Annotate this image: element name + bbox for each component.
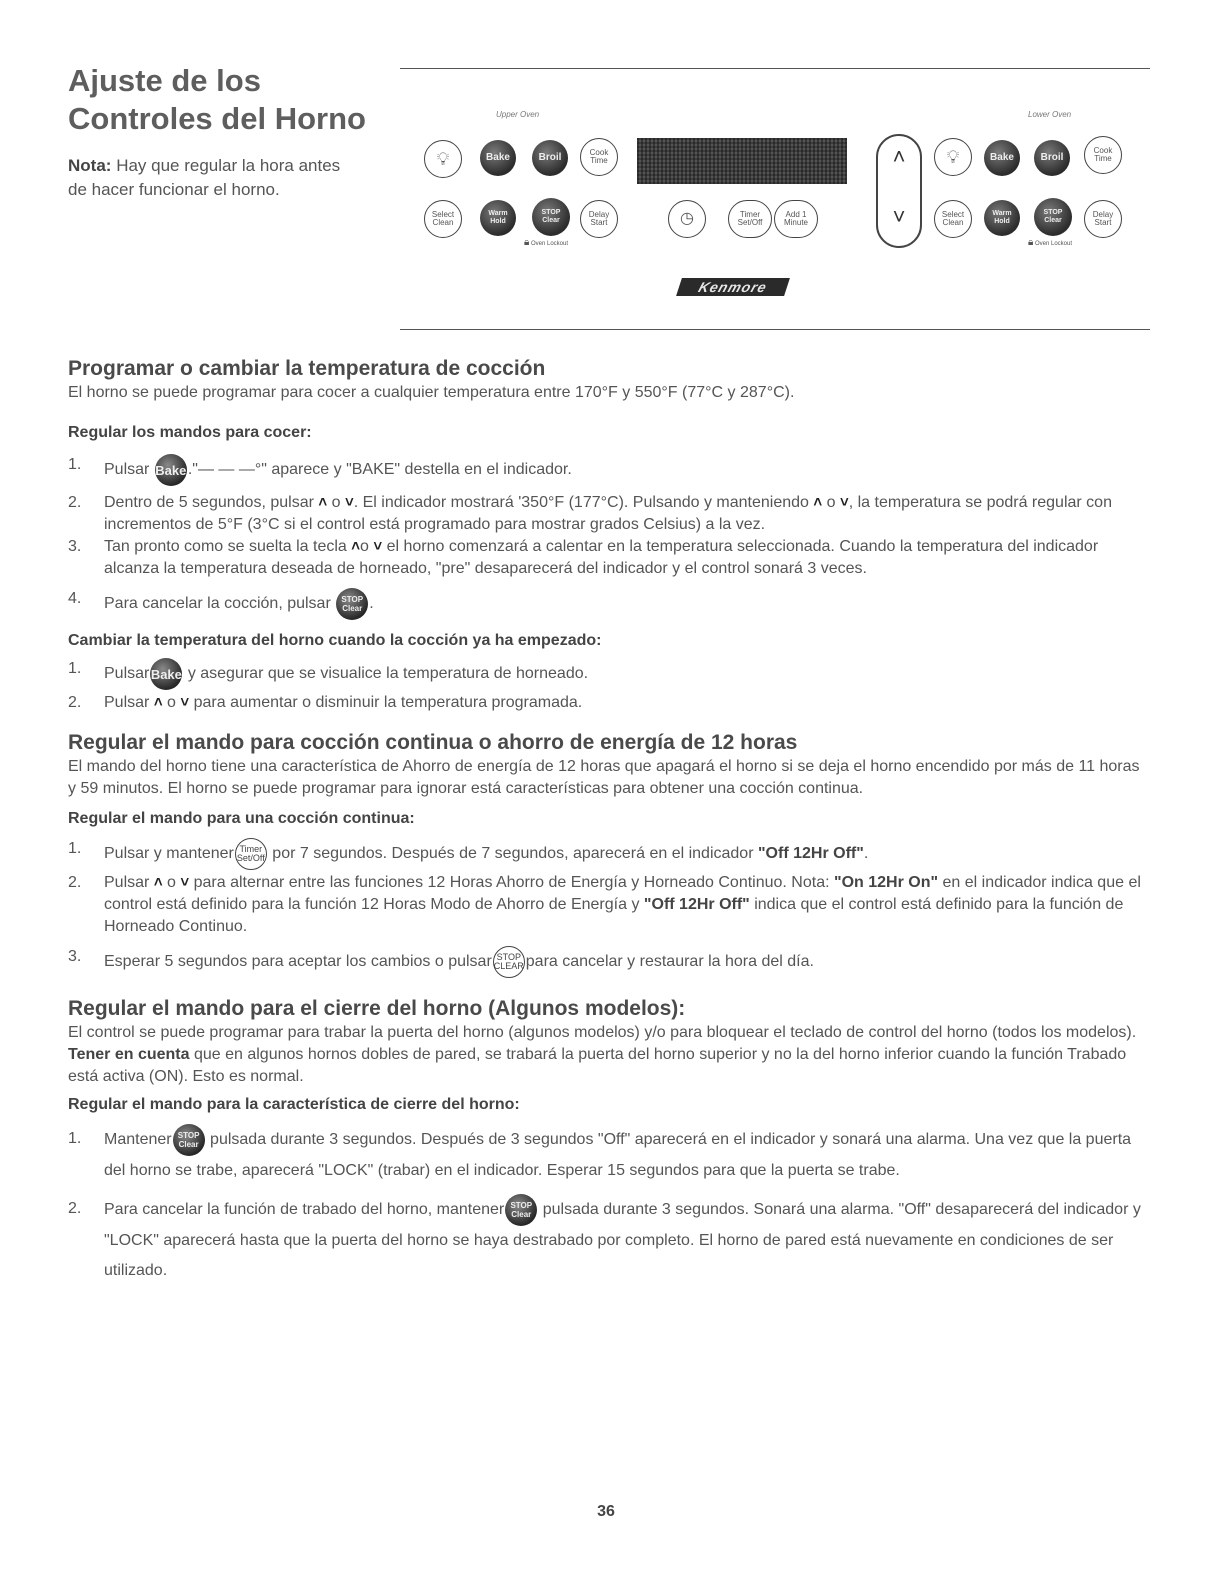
- list-number: 2.: [68, 494, 82, 511]
- lock-icon: 🔒︎: [524, 237, 530, 248]
- list-number: 2.: [68, 694, 82, 711]
- chevron-up-icon: ˄: [351, 538, 361, 555]
- upper-bake-button: Bake: [480, 140, 516, 176]
- upper-oven-label: Upper Oven: [496, 110, 540, 119]
- chevron-up-icon: ˄: [153, 694, 163, 711]
- upper-lockout-text: Oven Lockout: [531, 241, 569, 247]
- list-text: .: [863, 845, 869, 863]
- chevron-down-icon: ˅: [892, 204, 906, 229]
- list-text: indica que el control está definido para la función de Horneado Continuo.: [104, 896, 1124, 935]
- list-number: 3.: [68, 538, 82, 555]
- display-text: "On 12Hr On": [834, 874, 939, 891]
- title-line-1: Ajuste de los: [68, 63, 261, 98]
- chevron-down-icon: ˅: [180, 874, 190, 891]
- page-title: [68, 62, 366, 138]
- display-screen: [637, 138, 847, 184]
- light-bulb-icon: 💡︎: [424, 140, 462, 178]
- list-item: [68, 1194, 1150, 1286]
- lower-oven-label: Lower Oven: [1028, 110, 1072, 119]
- intro-text: El control se puede programar para trabar la puerta del horno (algunos modelos) y/o para bloquear el teclado de control del horno (todos los modelos).: [68, 1024, 1137, 1041]
- list-text: o: [360, 538, 369, 555]
- list-number: 3.: [68, 948, 82, 965]
- upper-broil-button: Broil: [532, 140, 568, 176]
- list-text: . El indicador mostrará '350°F (177°C). Pulsando y manteniendo: [353, 494, 809, 511]
- list-text: Pulsar: [104, 461, 150, 479]
- clock-icon: ◷: [668, 200, 706, 238]
- section1-sub1: Regular los mandos para cocer:: [68, 424, 312, 441]
- list-text: Pulsar: [104, 694, 150, 711]
- add-minute-button: Add 1 Minute: [774, 200, 818, 238]
- section3-intro: [68, 1022, 1150, 1088]
- nota-label: Nota:: [68, 156, 112, 175]
- list-text: Dentro de 5 segundos, pulsar: [104, 494, 314, 511]
- list-item: [68, 536, 1150, 580]
- list-text: para cancelar y restaurar la hora del día.: [525, 953, 814, 971]
- bake-button-icon: Bake: [155, 454, 187, 486]
- lower-lock-icon: 🔒︎: [1028, 237, 1034, 248]
- list-text: Tan pronto como se suelta la tecla: [104, 538, 347, 555]
- list-number: 1.: [68, 456, 82, 473]
- list-text: o: [331, 494, 341, 511]
- list-item: [68, 692, 1150, 714]
- list-text: o: [167, 874, 176, 891]
- chevron-down-icon: ˅: [180, 694, 190, 711]
- control-panel-illustration: [400, 70, 1150, 332]
- timer-setoff-button-icon: Timer Set/Off: [235, 838, 267, 870]
- section3-sub1: Regular el mando para la característica de cierre del horno:: [68, 1096, 520, 1113]
- timer-setoff-button: Timer Set/Off: [728, 200, 772, 238]
- section3-heading: Regular el mando para el cierre del horno (Algunos modelos):: [68, 997, 686, 1020]
- list-item: [68, 492, 1150, 536]
- list-text: en el indicador indica que el control está definido para la función 12 Horas Modo de Ahorro de Energía y: [104, 874, 1141, 913]
- lower-stop-clear-button: STOP Clear: [1034, 198, 1072, 236]
- intro-emphasis: Tener en cuenta: [68, 1046, 190, 1063]
- list-text: .: [369, 595, 374, 613]
- page-number: 36: [597, 1503, 615, 1520]
- section3-list1: [68, 1124, 1150, 1286]
- upper-cook-time-button: Cook Time: [580, 138, 618, 176]
- lower-lockout-text: Oven Lockout: [1035, 241, 1073, 247]
- display-text: "Off 12Hr Off": [757, 845, 864, 863]
- section1-list2: [68, 658, 1150, 714]
- chevron-down-icon: ˅: [344, 494, 354, 511]
- list-item: [68, 946, 1150, 978]
- chevron-down-icon: ˅: [373, 538, 383, 555]
- list-text: ."— — —°" aparece y "BAKE" destella en el indicador.: [187, 461, 572, 479]
- list-text: pulsada durante 3 segundos. Después de 3 segundos "Off" aparecerá en el indicador y sonará una alarma. Una vez que la puerta del horno se trabe, aparecerá "LOCK" (trabar) en el indicador. Esperar 15 segundos para que la puerta se trabe.: [104, 1131, 1132, 1179]
- lower-select-clean-button: Select Clean: [934, 200, 972, 238]
- display-text: "Off 12Hr Off": [643, 896, 750, 913]
- stop-clear-button-icon: STOP Clear: [505, 1194, 537, 1226]
- section1-list1: [68, 454, 1150, 620]
- list-text: el horno comenzará a calentar en la temperatura seleccionada. Cuando la temperatura del indicador alcanza la temperatura deseada de horneado, "pre" desaparecerá del indicador y el control sonará 3 veces.: [104, 538, 1099, 577]
- top-rule: [400, 68, 1150, 69]
- list-item: [68, 872, 1150, 938]
- section2-heading: Regular el mando para cocción continua o ahorro de energía de 12 horas: [68, 731, 798, 754]
- nota-text: Hay que regular la hora antes de hacer funcionar el horno.: [68, 156, 341, 199]
- list-item: [68, 1124, 1150, 1186]
- chevron-down-icon: ˅: [839, 494, 849, 511]
- list-text: pulsada durante 3 segundos. Sonará una alarma. "Off" desaparecerá del indicador y "LOCK" aparecerá hasta que la puerta del horno se haya destrabado por completo. El horno de pared está nuevamente en condiciones de ser utilizado.: [104, 1201, 1141, 1279]
- list-text: Para cancelar la cocción, pulsar: [104, 595, 331, 613]
- list-text: , la temperatura se podrá regular con incrementos de 5°F (3°C si el control está programado para mostrar grados Celsius) a la vez.: [104, 494, 1112, 533]
- list-number: 1.: [68, 660, 82, 677]
- section2-list1: [68, 838, 1150, 978]
- list-text: Pulsar: [104, 874, 150, 891]
- list-item: [68, 658, 1150, 690]
- list-number: 2.: [68, 1200, 82, 1217]
- section1-heading: Programar o cambiar la temperatura de cocción: [68, 357, 546, 380]
- list-item: [68, 838, 1150, 870]
- list-text: Mantener: [104, 1131, 172, 1149]
- list-text: Esperar 5 segundos para aceptar los cambios o pulsar: [104, 953, 492, 971]
- list-text: Para cancelar la función de trabado del horno, mantener: [104, 1201, 505, 1219]
- upper-delay-start-button: Delay Start: [580, 200, 618, 238]
- list-number: 4.: [68, 590, 82, 607]
- brand-logo: Kenmore: [676, 278, 790, 296]
- list-text: por 7 segundos. Después de 7 segundos, aparecerá en el indicador: [272, 845, 754, 863]
- list-item: [68, 454, 1150, 486]
- stop-clear-button-icon: STOP CLEAR: [493, 946, 525, 978]
- main-content: [68, 356, 1150, 1286]
- section2-sub1: Regular el mando para una cocción continua:: [68, 810, 415, 827]
- list-text: o: [826, 494, 836, 511]
- lower-lockout-label: [1028, 237, 1073, 248]
- section1-sub2: Cambiar la temperatura del horno cuando la cocción ya ha empezado:: [68, 632, 602, 649]
- bake-button-icon: Bake: [150, 658, 182, 690]
- chevron-up-icon: ˄: [813, 494, 823, 511]
- chevron-up-icon: ˄: [318, 494, 328, 511]
- list-item: [68, 588, 1150, 620]
- list-number: 2.: [68, 874, 82, 891]
- list-number: 1.: [68, 840, 82, 857]
- list-text: Pulsar: [104, 665, 150, 683]
- upper-select-clean-button: Select Clean: [424, 200, 462, 238]
- lower-cook-time-button: Cook Time: [1084, 136, 1122, 174]
- list-text: y asegurar que se visualice la temperatura de horneado.: [187, 665, 589, 683]
- list-text: Pulsar y mantener: [104, 845, 234, 863]
- list-text: o: [167, 694, 176, 711]
- intro-text: que en algunos hornos dobles de pared, se trabará la puerta del horno superior y no la del horno inferior cuando la función Trabado está activa (ON). Esto es normal.: [68, 1046, 1127, 1085]
- stop-clear-button-icon: STOP Clear: [336, 588, 368, 620]
- lower-broil-button: Broil: [1034, 140, 1070, 176]
- nota: [68, 154, 358, 202]
- stop-clear-button-icon: STOP Clear: [173, 1124, 205, 1156]
- upper-stop-clear-button: STOP Clear: [532, 198, 570, 236]
- lower-light-bulb-icon: 💡︎: [934, 138, 972, 176]
- section1-intro: El horno se puede programar para cocer a cualquier temperatura entre 170°F y 550°F (77°C y 287°C).: [68, 384, 795, 401]
- upper-lockout-label: [524, 237, 569, 248]
- lower-warm-hold-button: Warm Hold: [984, 200, 1020, 236]
- list-text: para alternar entre las funciones 12 Horas Ahorro de Energía y Horneado Continuo. Nota:: [193, 874, 830, 891]
- chevron-up-icon: ˄: [153, 874, 163, 891]
- title-line-2: Controles del Horno: [68, 101, 366, 136]
- chevron-up-icon: ˄: [892, 144, 906, 169]
- temperature-arrows: [876, 134, 922, 248]
- lower-bake-button: Bake: [984, 140, 1020, 176]
- lower-delay-start-button: Delay Start: [1084, 200, 1122, 238]
- section2-intro: El mando del horno tiene una característica de Ahorro de energía de 12 horas que apagará el horno si se deja el horno encendido por más de 11 horas y 59 minutos. El horno se puede programar para ignorar está características para obtener una cocción continua.: [68, 758, 1140, 797]
- list-number: 1.: [68, 1130, 82, 1147]
- upper-warm-hold-button: Warm Hold: [480, 200, 516, 236]
- list-text: para aumentar o disminuir la temperatura programada.: [193, 694, 583, 711]
